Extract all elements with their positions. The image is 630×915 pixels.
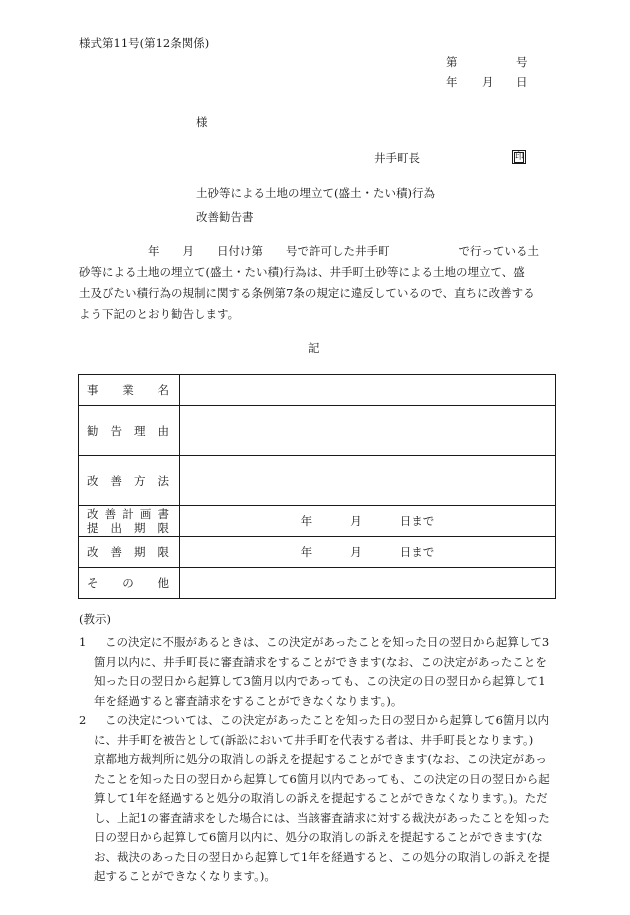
label-char: 計 — [122, 507, 134, 521]
label-improve-deadline — [79, 537, 180, 568]
date-until: 日まで — [399, 545, 435, 559]
label-char: 改 — [87, 545, 99, 559]
label-char: 他 — [157, 576, 169, 590]
instruction-line: 箇月以内に、井手町長に審査請求をすることができます(なお、この決定があったことを — [94, 654, 547, 669]
label-plan-deadline — [79, 506, 180, 537]
document-title-line2: 改善勧告書 — [196, 210, 254, 224]
label-char: 由 — [157, 423, 169, 438]
instruction-item — [79, 633, 559, 711]
instruction-item — [79, 711, 559, 887]
value-method — [180, 456, 556, 506]
body-line: 年 月 日付け第 号で許可した井手町 で行っている土 — [79, 244, 539, 258]
label-char: 勧 — [87, 423, 99, 438]
seal-mark — [512, 150, 526, 164]
date-year-label: 年 — [446, 75, 458, 89]
label-char: 書 — [157, 507, 169, 521]
label-char: 改 — [87, 507, 99, 521]
label-char: 事 — [87, 383, 99, 397]
label-char: 告 — [110, 423, 122, 438]
date-day-label: 日 — [516, 75, 528, 89]
date-year: 年 — [300, 545, 313, 559]
label-char: 業 — [122, 383, 134, 397]
notice-table — [78, 374, 556, 599]
label-char: 期 — [134, 521, 146, 535]
instruction-line: に、井手町を被告として(訴訟において井手町を代表する者は、井手町長となります。) — [94, 732, 534, 747]
label-char: 理 — [134, 423, 146, 438]
document-title-line1: 土砂等による土地の埋立て(盛土・たい積)行為 — [196, 186, 435, 200]
value-plan-deadline — [180, 506, 556, 537]
table-row — [79, 456, 556, 506]
instruction-line: 京都地方裁判所に処分の取消しの訴えを提起することができます(なお、この決定があっ — [94, 752, 547, 766]
label-char: 改 — [87, 473, 99, 488]
date-until: 日まで — [399, 514, 435, 528]
document-number-suffix: 号 — [516, 55, 528, 69]
instruction-line: この決定については、この決定があったことを知った日の翌日から起算して6箇月以内 — [105, 713, 549, 727]
label-char: 善 — [104, 507, 117, 521]
body-paragraph — [79, 241, 553, 325]
instruction-line: 算して1年を経過すると処分の取消しの訴えを提起することができなくなります。)。ただ — [94, 791, 548, 805]
table-row — [79, 375, 556, 406]
label-char: 善 — [110, 545, 122, 559]
date-month: 月 — [350, 545, 362, 559]
instruction-line: お、裁決のあった日の翌日から起算して1年を経過すると、この処分の取消しの訴えを提 — [94, 849, 550, 864]
table-row — [79, 568, 556, 599]
label-char: 限 — [157, 545, 169, 559]
label-business-name — [79, 375, 180, 406]
instructions-heading: (教示) — [79, 612, 111, 626]
label-char: そ — [87, 576, 99, 590]
instruction-number: 2 — [79, 713, 87, 727]
table-row — [79, 406, 556, 456]
table-row — [79, 537, 556, 568]
label-char: 限 — [157, 521, 169, 535]
body-line: よう下記のとおり勧告します。 — [79, 307, 240, 321]
instruction-line: 知った日の翌日から起算して3箇月以内であっても、この決定の日の翌日から起算して1 — [94, 674, 546, 688]
label-char: 提 — [87, 521, 99, 535]
value-reason — [180, 406, 556, 456]
label-char: 方 — [134, 473, 146, 488]
label-other — [79, 568, 180, 599]
body-line: 土及びたい積行為の規制に関する条例第7条の規定に違反しているので、直ちに改善する — [79, 286, 535, 300]
label-char: 法 — [157, 473, 169, 488]
ki-heading: 記 — [308, 341, 320, 355]
instruction-line: たことを知った日の翌日から起算して6箇月以内であっても、この決定の日の翌日から起 — [94, 771, 550, 786]
table-row — [79, 506, 556, 537]
label-char: の — [122, 576, 134, 590]
label-char: 期 — [134, 545, 146, 559]
date-month: 月 — [350, 514, 362, 528]
label-char: 善 — [110, 473, 122, 488]
instructions-list — [79, 633, 559, 887]
seal-text: 印 — [515, 152, 525, 162]
instruction-line: 起することができなくなります。)。 — [94, 869, 276, 883]
instruction-line: 年を経過すると審査請求をすることができなくなります。)。 — [94, 693, 403, 708]
instruction-number: 1 — [79, 635, 87, 649]
instruction-line: この決定に不服があるときは、この決定があったことを知った日の翌日から起算して3 — [105, 635, 550, 649]
date-year: 年 — [300, 514, 313, 528]
label-char: 名 — [157, 383, 169, 397]
label-char: 画 — [139, 507, 152, 521]
body-line: 砂等による土地の埋立て(盛土・たい積)行為は、井手町土砂等による土地の埋立て、盛 — [79, 265, 525, 279]
label-reason — [79, 406, 180, 456]
issuer-title: 井手町長 — [374, 151, 420, 165]
instruction-line: 日の翌日から起算して6箇月以内に、処分の取消しの訴えを提起することができます(な — [94, 830, 543, 844]
addressee-honorific: 様 — [196, 115, 208, 129]
value-other — [180, 568, 556, 599]
value-improve-deadline — [180, 537, 556, 568]
form-number: 様式第11号(第12条関係) — [79, 36, 210, 50]
value-business-name — [180, 375, 556, 406]
document-number-prefix: 第 — [446, 55, 458, 69]
instruction-line: し、上記1の審査請求をした場合には、当該審査請求に対する裁決があったことを知った — [94, 810, 550, 825]
label-method — [79, 456, 180, 506]
date-month-label: 月 — [482, 75, 494, 89]
label-char: 出 — [110, 521, 122, 535]
